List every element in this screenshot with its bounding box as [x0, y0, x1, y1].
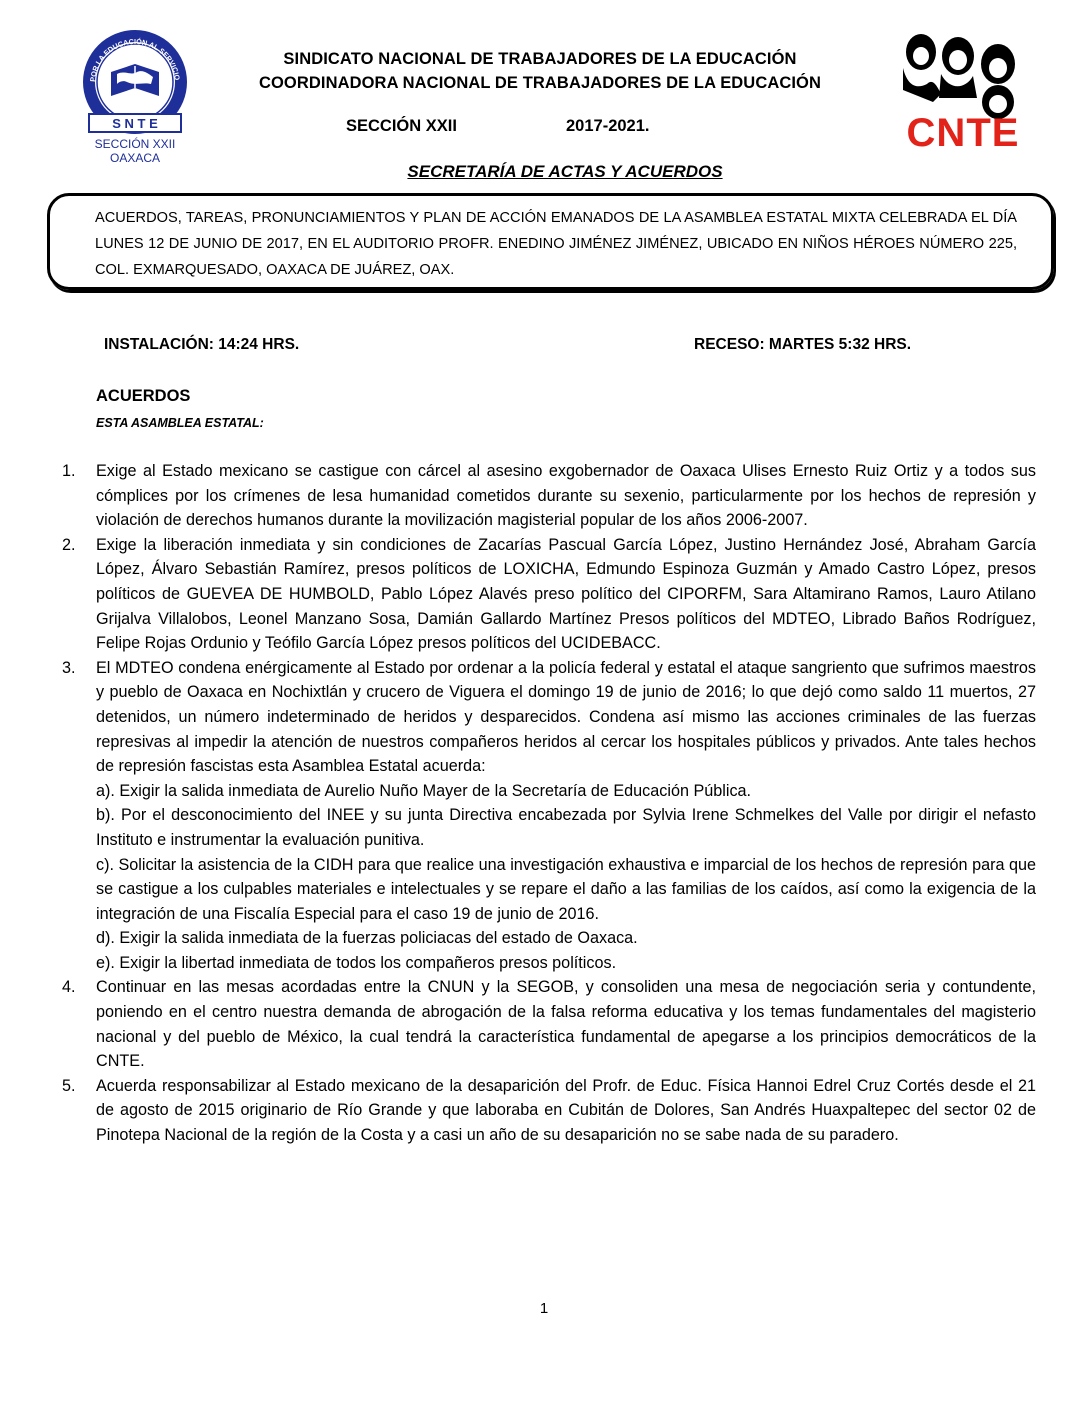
instalacion-time: INSTALACIÓN: 14:24 HRS.	[104, 336, 300, 353]
logo-banner-text: S N T E	[112, 116, 158, 131]
item-number: 3.	[62, 658, 76, 677]
item-text: Continuar en las mesas acordadas entre la CNUN y la SEGOB, y consoliden una mesa de negociación seria y contundente, poniendo en el centro nuestra demanda de abrogación de la falsa reforma educativa y los temas fundamentales del magisterio nacional y del pueblo de México, la cual tendrá la característica fundamental de apegarse a los principios democráticos de la CNTE.	[96, 978, 1036, 1071]
secretaria-title: SECRETARÍA DE ACTAS Y ACUERDOS	[407, 162, 723, 181]
acuerdos-subheading: ESTA ASAMBLEA ESTATAL:	[96, 416, 264, 430]
item-number: 4.	[62, 978, 76, 997]
list-item	[54, 1074, 1036, 1148]
logo-ring-text: POR LA EDUCACIÓN AL SERVICIO	[88, 36, 182, 83]
cnte-logo	[893, 24, 1033, 154]
sub-item: a). Exigir la salida inmediata de Aurelio Nuño Mayer de la Secretaría de Educación Pública.	[96, 781, 752, 800]
sub-item: e). Exigir la libertad inmediata de todos los compañeros presos políticos.	[96, 953, 617, 972]
agreements-list	[54, 459, 1036, 1148]
snte-logo	[77, 22, 193, 178]
item-text: Exige la liberación inmediata y sin condiciones de Zacarías Pascual García López, Justino Hernández José, Abraham García López, Álvaro Sebastián Ramírez, presos políticos de LOXICHA, Edmundo Espinoza Guzmán y Amado Castro López, presos políticos de GUEVEA DE HUMBOLD, Pablo López Alavés preso político del CIPORFM, Sara Altamirano Ramos, Lauro Atilano Grijalva Villalobos, Leonel Manzano Sosa, Damián Gallardo Martínez Presos políticos del MDTEO, Librado Baños Rodríguez, Felipe Rojas Ordunio y Teófilo García López presos políticos del UCIDEBACC.	[96, 535, 1036, 653]
header-years: 2017-2021.	[566, 117, 650, 135]
header-union-name: SINDICATO NACIONAL DE TRABAJADORES DE LA EDUCACIÓN	[283, 50, 797, 68]
item-text: Acuerda responsabilizar al Estado mexicano de la desaparición del Profr. de Educ. Física Hannoi Edrel Cruz Cortés desde el 21 de agosto de 2015 originario de Río Grande y que laboraba en Cubitán de Dolores, San Andrés Huaxpaltepec del sector 02 de Pinotepa Nacional de la región de la Costa y a casi un año de su desaparición no se sabe nada de su paradero.	[96, 1076, 1036, 1145]
list-item	[54, 533, 1036, 656]
item-text: Exige al Estado mexicano se castigue con cárcel al asesino exgobernador de Oaxaca Ulises Ernesto Ruiz Ortiz y a todos sus cómplices por los crímenes de lesa humanidad cometidos durante su sexenio, particularmente por los hechos de represión y violación de derechos humanos durante la movilización magisterial popular de los años 2006-2007.	[96, 462, 1036, 530]
item-number: 1.	[62, 462, 76, 480]
sub-item: b). Por el desconocimiento del INEE y su junta Directiva encabezada por Sylvia Irene Schmelkes del Valle por dirigir el nefasto Instituto e instrumentar la evaluación punitiva.	[96, 806, 1036, 849]
receso-time: RECESO: MARTES 5:32 HRS.	[694, 336, 912, 353]
sub-item: d). Exigir la salida inmediata de la fuerzas policiacas del estado de Oaxaca.	[96, 929, 638, 948]
sub-item: c). Solicitar la asistencia de la CIDH para que realice una investigación exhaustiva e imparcial de los hechos de represión para que se castigue a los culpables materiales e intelectuales y se repare el daño a las familias de los caídos, así como la exigencia de la integración de una Fiscalía Especial para el caso 19 de junio de 2016.	[96, 855, 1036, 923]
cnte-logo-text: CNTE	[906, 111, 1020, 154]
item-number: 2.	[62, 535, 76, 554]
acuerdos-heading: ACUERDOS	[96, 387, 191, 405]
intro-text: ACUERDOS, TAREAS, PRONUNCIAMIENTOS Y PLAN DE ACCIÓN EMANADOS DE LA ASAMBLEA ESTATAL MIXTA CELEBRADA EL DÍA LUNES 12 DE JUNIO DE 2017, EN EL AUDITORIO PROFR. ENEDINO JIMÉNEZ JIMÉNEZ, UBICADO EN NIÑOS HÉROES NÚMERO 225, COL. EXMARQUESADO, OAXACA DE JUÁREZ, OAX.	[95, 210, 1017, 278]
list-item	[54, 459, 1036, 533]
list-item	[54, 975, 1036, 1073]
logo-lugar-text: OAXACA	[109, 151, 161, 165]
page-number: 1	[539, 1300, 549, 1317]
list-item	[54, 656, 1036, 976]
item-text: El MDTEO condena enérgicamente al Estado por ordenar a la policía federal y estatal el ataque sangriento que sufrimos maestros y pueblo de Oaxaca en Nochixtlán y crucero de Viguera el domingo 19 de junio de 2016; lo que dejó como saldo 11 muertos, 27 detenidos, un número indeterminado de heridos y desparecidos. Condena así mismo las acciones criminales de las fuerzas represivas al impedir la atención de nuestros compañeros heridos al cercar los hospitales públicos y privados. Ante tales hechos de represión fascistas esta Asamblea Estatal acuerda:	[96, 658, 1036, 776]
item-number: 5.	[62, 1076, 76, 1095]
header-section: SECCIÓN XXII	[346, 117, 457, 135]
logo-seccion-text: SECCIÓN XXII	[94, 137, 176, 151]
header-coordinadora-name: COORDINADORA NACIONAL DE TRABAJADORES DE LA EDUCACIÓN	[258, 74, 822, 92]
